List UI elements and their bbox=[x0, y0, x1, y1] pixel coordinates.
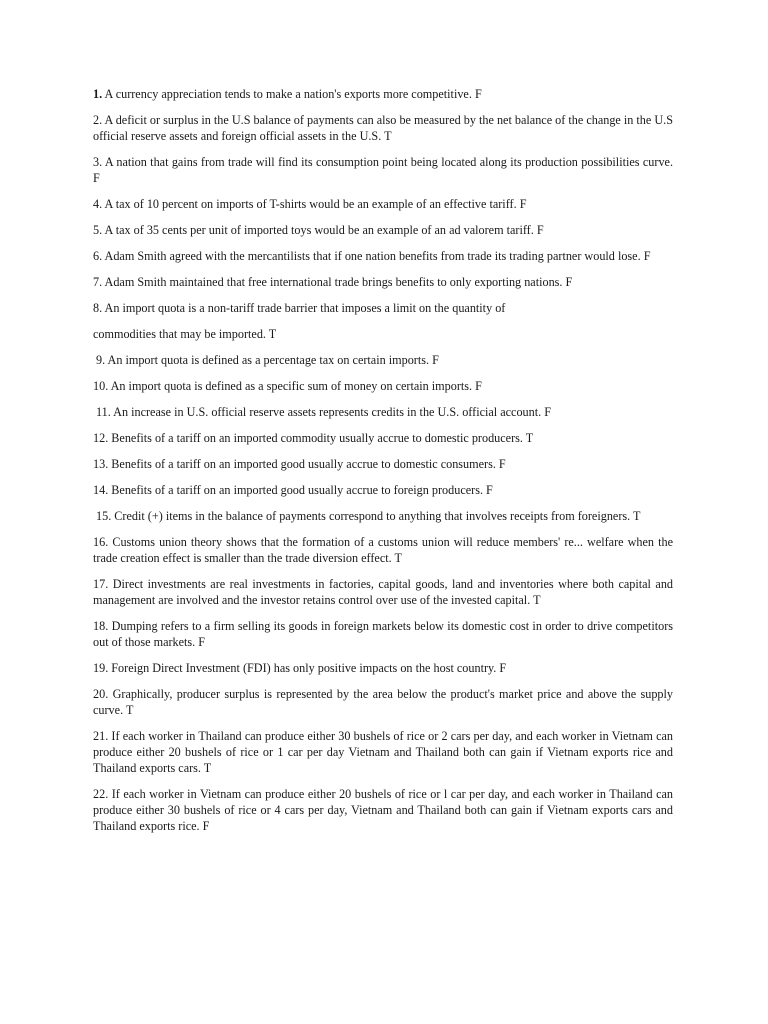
question-text: Graphically, producer surplus is represented by the area below the product's market price and above the supply curve. bbox=[93, 687, 674, 717]
question-text: A tax of 35 cents per unit of imported toys would be an example of an ad valorem tariff. bbox=[104, 223, 534, 237]
question-text: Adam Smith agreed with the mercantilists that if one nation benefits from trade its trading partner would lose. bbox=[104, 249, 641, 263]
question-text: commodities that may be imported. bbox=[93, 327, 266, 341]
question-number: 12. bbox=[93, 431, 109, 445]
question-7 bbox=[93, 274, 673, 290]
question-answer: T bbox=[203, 761, 212, 775]
question-number: 16. bbox=[93, 535, 109, 549]
question-8 bbox=[93, 300, 673, 316]
question-list bbox=[93, 86, 673, 844]
question-number: 8. bbox=[93, 301, 103, 315]
question-answer: F bbox=[198, 635, 206, 649]
question-text: Credit (+) items in the balance of payments correspond to anything that involves receipts from foreigners. bbox=[114, 509, 631, 523]
question-answer: T bbox=[525, 431, 534, 445]
question-16 bbox=[93, 534, 673, 566]
question-text: Adam Smith maintained that free international trade brings benefits to only exporting nations. bbox=[104, 275, 563, 289]
question-number: 9. bbox=[96, 353, 106, 367]
question-text: If each worker in Thailand can produce either 30 bushels of rice or 2 cars per day, and each worker in Vietnam can produce either 20 bushels of rice or 1 car per day Vietnam and Thailand both can gain if Vietnam exports rice and Thailand exports cars. bbox=[93, 729, 674, 775]
question-answer: F bbox=[432, 353, 439, 367]
question-9 bbox=[93, 352, 673, 368]
question-6 bbox=[93, 248, 673, 264]
question-number: 7. bbox=[93, 275, 103, 289]
question-4 bbox=[93, 196, 673, 212]
question-number: 19. bbox=[93, 661, 109, 675]
question-15 bbox=[93, 508, 673, 524]
question-answer: T bbox=[268, 327, 277, 341]
question-text: A deficit or surplus in the U.S balance of payments can also be measured by the net balance of the change in the U.S official reserve assets and foreign official assets in the U.S. bbox=[93, 113, 673, 143]
question-text: A currency appreciation tends to make a nation's exports more competitive. bbox=[104, 87, 472, 101]
question-number: 21. bbox=[93, 729, 109, 743]
question-5 bbox=[93, 222, 673, 238]
question-number: 18. bbox=[93, 619, 109, 633]
question-answer: F bbox=[475, 379, 482, 393]
question-20 bbox=[93, 686, 673, 718]
question-answer: F bbox=[202, 819, 210, 833]
question-17 bbox=[93, 576, 673, 608]
question-text: Benefits of a tariff on an imported good usually accrue to foreign producers. bbox=[111, 483, 483, 497]
question-answer: T bbox=[125, 703, 134, 717]
question-19 bbox=[93, 660, 673, 676]
question-answer: F bbox=[93, 171, 100, 185]
question-11 bbox=[93, 404, 673, 420]
question-number: 17. bbox=[93, 577, 109, 591]
question-10 bbox=[93, 378, 673, 394]
question-22 bbox=[93, 786, 673, 834]
question-text: Foreign Direct Investment (FDI) has only positive impacts on the host country. bbox=[111, 661, 497, 675]
question-8-continuation bbox=[93, 326, 673, 342]
question-text: An import quota is defined as a specific sum of money on certain imports. bbox=[110, 379, 473, 393]
question-18 bbox=[93, 618, 673, 650]
question-21 bbox=[93, 728, 673, 776]
question-number: 5. bbox=[93, 223, 103, 237]
question-text: Customs union theory shows that the formation of a customs union will reduce members' re... welfare when the trade creation effect is smaller than the trade diversion effect. bbox=[93, 535, 673, 565]
question-answer: F bbox=[474, 87, 482, 101]
question-1 bbox=[93, 86, 673, 102]
question-answer: F bbox=[643, 249, 651, 263]
question-3 bbox=[93, 154, 673, 186]
question-answer: F bbox=[498, 457, 506, 471]
question-answer: T bbox=[533, 593, 541, 607]
question-text: A tax of 10 percent on imports of T-shirts would be an example of an effective tariff. bbox=[104, 197, 517, 211]
question-answer: F bbox=[544, 405, 552, 419]
question-number: 11. bbox=[96, 405, 111, 419]
question-text: Direct investments are real investments in factories, capital goods, land and inventories where both capital and management are involved and the investor retains control over use of the invested capital. bbox=[93, 577, 674, 607]
question-number: 4. bbox=[93, 197, 103, 211]
question-text: An import quota is a non-tariff trade barrier that imposes a limit on the quantity of bbox=[104, 301, 506, 315]
question-answer: F bbox=[499, 661, 507, 675]
question-14 bbox=[93, 482, 673, 498]
question-text: An import quota is defined as a percentage tax on certain imports. bbox=[107, 353, 430, 367]
question-13 bbox=[93, 456, 673, 472]
question-number: 3. bbox=[93, 155, 103, 169]
question-number: 13. bbox=[93, 457, 109, 471]
question-12 bbox=[93, 430, 673, 446]
question-answer: F bbox=[565, 275, 573, 289]
question-number: 22. bbox=[93, 787, 109, 801]
question-number: 14. bbox=[93, 483, 109, 497]
question-answer: F bbox=[519, 197, 527, 211]
question-number: 15. bbox=[96, 509, 112, 523]
question-number: 1. bbox=[93, 87, 103, 101]
question-answer: F bbox=[536, 223, 544, 237]
question-answer: F bbox=[486, 483, 493, 497]
question-text: A nation that gains from trade will find its consumption point being located along its production possibilities curve. bbox=[104, 155, 673, 169]
question-text: Benefits of a tariff on an imported good usually accrue to domestic consumers. bbox=[111, 457, 496, 471]
question-number: 6. bbox=[93, 249, 103, 263]
question-2 bbox=[93, 112, 673, 144]
question-text: Benefits of a tariff on an imported commodity usually accrue to domestic producers. bbox=[111, 431, 523, 445]
question-text: If each worker in Vietnam can produce either 20 bushels of rice or l car per day, and each worker in Thailand can produce either 30 bushels of rice or 4 cars per day, Vietnam and Thailand both can gain if Vietnam exports cars and Thailand exports rice. bbox=[93, 787, 673, 833]
question-text: Dumping refers to a firm selling its goods in foreign markets below its domestic cost in order to drive competitors out of those markets. bbox=[93, 619, 673, 649]
question-answer: T bbox=[633, 509, 641, 523]
question-answer: T bbox=[384, 129, 392, 143]
question-answer: T bbox=[394, 551, 402, 565]
question-number: 20. bbox=[93, 687, 109, 701]
question-number: 10. bbox=[93, 379, 109, 393]
question-number: 2. bbox=[93, 113, 103, 127]
question-text: An increase in U.S. official reserve assets represents credits in the U.S. official account. bbox=[113, 405, 542, 419]
